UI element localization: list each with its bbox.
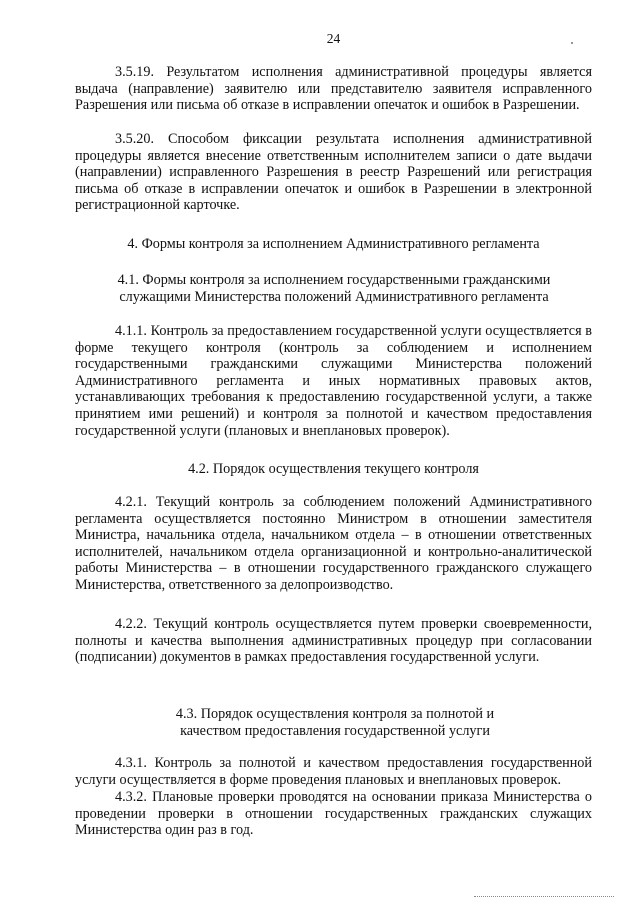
section-heading-4: 4. Формы контроля за исполнением Административного регламента [127,236,540,252]
subsection-heading-4-1: 4.1. Формы контроля за исполнением государственными гражданскими служащими Министерства положений Административного регламента [117,272,551,305]
paragraph-4-3-2: 4.3.2. Плановые проверки проводятся на основании приказа Министерства о проведении проверки в отношении государственных гражданских служащих Министерства один раз в год. [75,789,592,839]
paragraph-4-2-2: 4.2.2. Текущий контроль осуществляется путем проверки своевременности, полноты и качества выполнения административных процедур при согласовании (подписании) документов в рамках предоставления государственной услуги. [75,616,592,666]
document-page [75,0,592,905]
paragraph-3-5-19: 3.5.19. Результатом исполнения административной процедуры является выдача (направление) заявителю или представителю заявителя исправленного Разрешения или письма об отказе в исправлении опечаток и ошибок в Разрешении. [75,64,592,114]
paragraph-3-5-20: 3.5.20. Способом фиксации результата исполнения административной процедуры является внесение ответственным исполнителем записи о дате выдачи (направлении) исправленного Разрешения в реестр Разрешений или регистрация письма об отказе в исправлении опечаток и ошибок в Разрешении в электронной регистрационной карточке. [75,131,592,214]
subsection-heading-4-2: 4.2. Порядок осуществления текущего контроля [188,461,479,477]
paragraph-4-2-1: 4.2.1. Текущий контроль за соблюдением положений Административного регламента осуществляется постоянно Министром в отношении заместителя Министра, начальника отдела, начальником отдела – в отношении ответственных исполнителей, начальником отдела организационной и контрольно-аналитической работы Министерства – в отношении государственного гражданского служащего Министерства, ответственного за делопроизводство. [75,494,592,593]
subsection-heading-4-3: 4.3. Порядок осуществления контроля за полнотой и качеством предоставления государственной услуги [175,706,495,739]
page-number: 24 [326,31,341,46]
paragraph-4-1-1: 4.1.1. Контроль за предоставлением государственной услуги осуществляется в форме текущего контроля (контроль за соблюдением и исполнением государственными гражданскими служащими Министерства положений Административного регламента и иных нормативных правовых актов, устанавливающих требования к предоставлению государственной услуги, а также принятием ими решений) и контроля за полнотой и качеством предоставления государственной услуги (плановых и внеплановых проверок). [75,323,592,439]
scan-edge-dots [474,896,614,897]
paragraph-4-3-1: 4.3.1. Контроль за полнотой и качеством предоставления государственной услуги осуществляется в форме проведения плановых и внеплановых проверок. [75,755,592,788]
scan-speck [571,42,573,44]
